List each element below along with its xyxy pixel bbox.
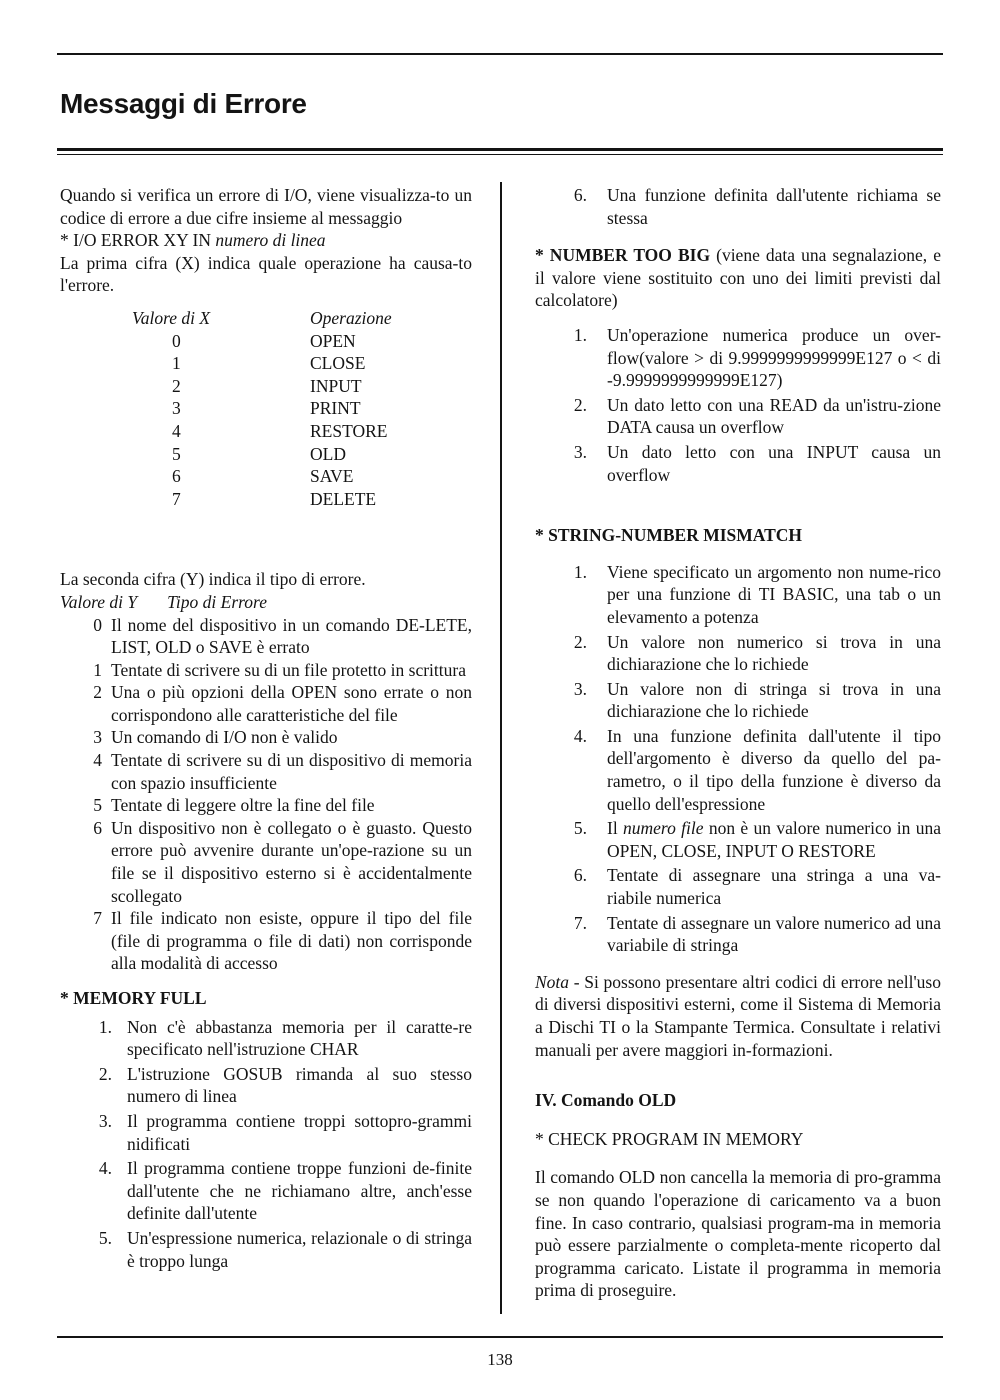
top-rule <box>57 53 943 55</box>
list-item-text: Tentate di assegnare un valore numerico ad una variabile di stringa <box>607 912 941 956</box>
list-item-text: Il file indicato non esiste, oppure il tipo del file (file di programma o file di dati) non corrisponde alla modalità di accesso <box>111 908 472 974</box>
list-item-text <box>607 817 941 862</box>
list-item-text: Un'espressione numerica, relazionale o di stringa è troppo lunga <box>127 1227 472 1271</box>
number-too-big-list <box>535 324 941 486</box>
operation-table-row <box>60 443 472 466</box>
operation-table-header <box>60 307 472 330</box>
list-item-text: Il programma contiene troppi sottopro-grammi nidificati <box>127 1110 472 1154</box>
list-item <box>60 726 472 749</box>
list-item <box>60 817 472 907</box>
list-item-text: Tentate di assegnare una stringa a una va-riabile numerica <box>607 865 941 909</box>
list-item-number: 2. <box>573 631 587 652</box>
list-item: 6. Una funzione definita dall'utente richiama se stessa <box>573 185 941 228</box>
list-item <box>60 794 472 817</box>
list-item-number: 5. <box>573 818 587 839</box>
operation-cell: CLOSE <box>310 353 366 374</box>
title-underline-thin <box>57 154 943 155</box>
list-item-number: 3. <box>98 1110 112 1131</box>
list-item-text: Non c'è abbastanza memoria per il caratte-re specificato nell'istruzione CHAR <box>127 1016 472 1060</box>
list-item-number: 3. <box>573 678 587 699</box>
operation-table-row <box>60 397 472 420</box>
header-operation: Operazione <box>310 307 392 328</box>
list-item <box>60 614 472 659</box>
value-x-cell: 3 <box>172 398 181 419</box>
right-column <box>535 184 941 1302</box>
operation-cell: RESTORE <box>310 420 388 441</box>
list-item-text: Un valore non numerico si trova in una dichiarazione che lo richiede <box>607 631 941 675</box>
list-item-text: L'istruzione GOSUB rimanda al suo stesso numero di linea <box>127 1063 472 1107</box>
value-x-cell: 7 <box>172 488 181 509</box>
list-item <box>60 907 472 975</box>
second-digit-line: La seconda cifra (Y) indica il tipo di errore. <box>60 569 366 590</box>
list-item-text: Un'operazione numerica produce un over-flow(valore > di 9.9999999999999E127 o < di -9.9999999999999E127) <box>607 324 941 391</box>
list-item-number: 2. <box>98 1063 112 1084</box>
list-item-number: 7 <box>93 908 102 929</box>
list-item-number: 3 <box>93 727 102 748</box>
list-item <box>535 864 941 909</box>
list-item-text: Un valore non di stringa si trova in una dichiarazione che lo richiede <box>607 678 941 722</box>
list-item-number: 5 <box>93 795 102 816</box>
list-item-text: Il nome del dispositivo in un comando DE-LETE, LIST, OLD o SAVE è errato <box>111 614 472 658</box>
number-too-big-heading: * NUMBER TOO BIG <box>535 245 711 266</box>
list-item-number: 2 <box>93 682 102 703</box>
nota-label: Nota <box>535 971 570 992</box>
operation-cell: PRINT <box>310 398 361 419</box>
continued-list <box>535 184 941 229</box>
list-item <box>535 725 941 815</box>
list-item-text: Tentate di scrivere su di un file protetto in scrittura <box>111 659 466 680</box>
nota-paragraph: Nota - Si possono presentare altri codici di errore nell'uso di diversi dispositivi esterni, come il Sistema di Memoria a Dischi TI o la Stampante Termica. Consultate i relativi manuali per avere maggiori in-formazioni. <box>535 971 941 1060</box>
operation-cell: DELETE <box>310 488 377 509</box>
list-item-number: 2. <box>573 394 587 415</box>
number-too-big-paragraph: * NUMBER TOO BIG (viene data una segnalazione, e il valore viene sostituito con uno dei limiti previsti dal calcolatore) <box>535 245 941 311</box>
list-item-text: Tentate di scrivere su di un dispositivo di memoria con spazio insufficiente <box>111 750 472 793</box>
value-x-cell: 4 <box>172 420 181 441</box>
list-item-number: 3. <box>573 441 587 462</box>
list-item-text: Un comando di I/O non è valido <box>111 727 338 748</box>
operation-table-row <box>60 488 472 511</box>
page-title: Messaggi di Errore <box>60 88 307 119</box>
string-number-heading: * STRING-NUMBER MISMATCH <box>535 525 803 546</box>
list-item <box>535 631 941 676</box>
memory-full-list <box>60 1016 472 1273</box>
list-item-number: 6 <box>93 817 102 838</box>
error-type-list <box>60 614 472 976</box>
list-item-text: In una funzione definita dall'utente il tipo dell'argomento è diverso da quello del pa-rametro, o il tipo della funzione è diverso da quello dell'espressione <box>607 725 941 814</box>
old-paragraph: Il comando OLD non cancella la memoria di pro-gramma se non quando l'operazione di caricamento va a buon fine. In caso contrario, qualsiasi program-ma in memoria può essere parzialmente o completa-mente ricoperto dal programma caricato. Listate il programma in memoria prima di proseguire. <box>535 1167 941 1301</box>
list-item <box>535 324 941 392</box>
header-value-x: Valore di X <box>132 307 211 328</box>
title-underline-thick <box>57 148 943 151</box>
operation-table-row <box>60 375 472 398</box>
list-item-text: Tentate di leggere oltre la fine del file <box>111 795 375 816</box>
list-item-text: Un dato letto con una READ da un'istru-zione DATA causa un overflow <box>607 394 941 438</box>
list-item <box>60 1016 472 1061</box>
list-item-number: 1. <box>98 1016 112 1037</box>
operation-cell: OLD <box>310 443 346 464</box>
list-item-number: 5. <box>98 1227 112 1248</box>
list-item <box>60 1157 472 1225</box>
operation-cell: SAVE <box>310 466 354 487</box>
list-item <box>60 1110 472 1155</box>
column-divider <box>500 182 502 1314</box>
list-item <box>60 1063 472 1108</box>
list-item-number: 1. <box>573 561 587 582</box>
text-part: non è un valore numerico in una OPEN, CLOSE, INPUT O RESTORE <box>607 818 941 861</box>
operation-cell: OPEN <box>310 330 356 351</box>
operation-table <box>60 307 472 510</box>
operation-cell: INPUT <box>310 375 362 396</box>
intro-paragraph: Quando si verifica un errore di I/O, viene visualizza-to un codice di errore a due cifre insieme al messaggio * I/O ERROR XY IN numero di linea La prima cifra (X) indica quale operazione ha causa-to l'errore. <box>60 185 472 296</box>
value-x-cell: 5 <box>172 443 181 464</box>
operation-table-row <box>60 352 472 375</box>
operation-table-row <box>60 330 472 353</box>
list-item-number: 0 <box>93 614 102 635</box>
list-item-text: Il programma contiene troppe funzioni de-finite dall'utente che ne richiamano altre, anch'esse definite dall'utente <box>127 1158 472 1224</box>
list-item <box>60 681 472 726</box>
list-item-number: 1. <box>573 324 587 345</box>
list-item <box>535 678 941 723</box>
value-x-cell: 1 <box>172 353 181 374</box>
check-program-heading: * CHECK PROGRAM IN MEMORY <box>535 1128 804 1149</box>
operation-table-row <box>60 465 472 488</box>
list-item <box>535 441 941 486</box>
section-heading-old: IV. Comando OLD <box>535 1090 677 1111</box>
list-item <box>60 659 472 682</box>
list-item-number: 7. <box>573 912 587 933</box>
value-x-cell: 6 <box>172 466 181 487</box>
value-x-cell: 2 <box>172 375 181 396</box>
list-item-number: 4. <box>98 1158 112 1179</box>
list-item-number: 4 <box>93 750 102 771</box>
text-part: Il <box>607 818 624 839</box>
list-item <box>535 561 941 629</box>
list-item-number: 6. <box>573 865 587 886</box>
operation-table-row <box>60 420 472 443</box>
text-italic-part: numero file <box>623 818 704 839</box>
list-item-text: Un dispositivo non è collegato o è guasto. Questo errore può avvenire durante un'ope-razione su un file se il dispositivo esterno si è accidentalmente scollegato <box>111 817 472 906</box>
list-item <box>60 1227 472 1272</box>
left-column <box>60 184 472 1274</box>
list-item <box>535 912 941 957</box>
list-item <box>535 817 941 862</box>
list-item-text: Un dato letto con una INPUT causa un overflow <box>607 441 941 485</box>
error-type-header: Valore di Y Tipo di Errore <box>60 591 267 612</box>
list-item-text: Viene specificato un argomento non nume-rico per una funzione di TI BASIC, una tab o un elevamento a potenza <box>607 561 941 627</box>
memory-full-heading: * MEMORY FULL <box>60 988 207 1008</box>
string-number-list <box>535 561 941 957</box>
bottom-rule <box>57 1336 943 1338</box>
list-item <box>535 394 941 439</box>
value-x-cell: 0 <box>172 330 181 351</box>
list-item <box>60 749 472 794</box>
list-item-number: 4. <box>573 725 587 746</box>
list-item-text: Una o più opzioni della OPEN sono errate o non corrispondono alle caratteristiche del file <box>111 682 472 725</box>
list-item-number: 1 <box>93 659 102 680</box>
page-number: 138 <box>487 1350 513 1369</box>
